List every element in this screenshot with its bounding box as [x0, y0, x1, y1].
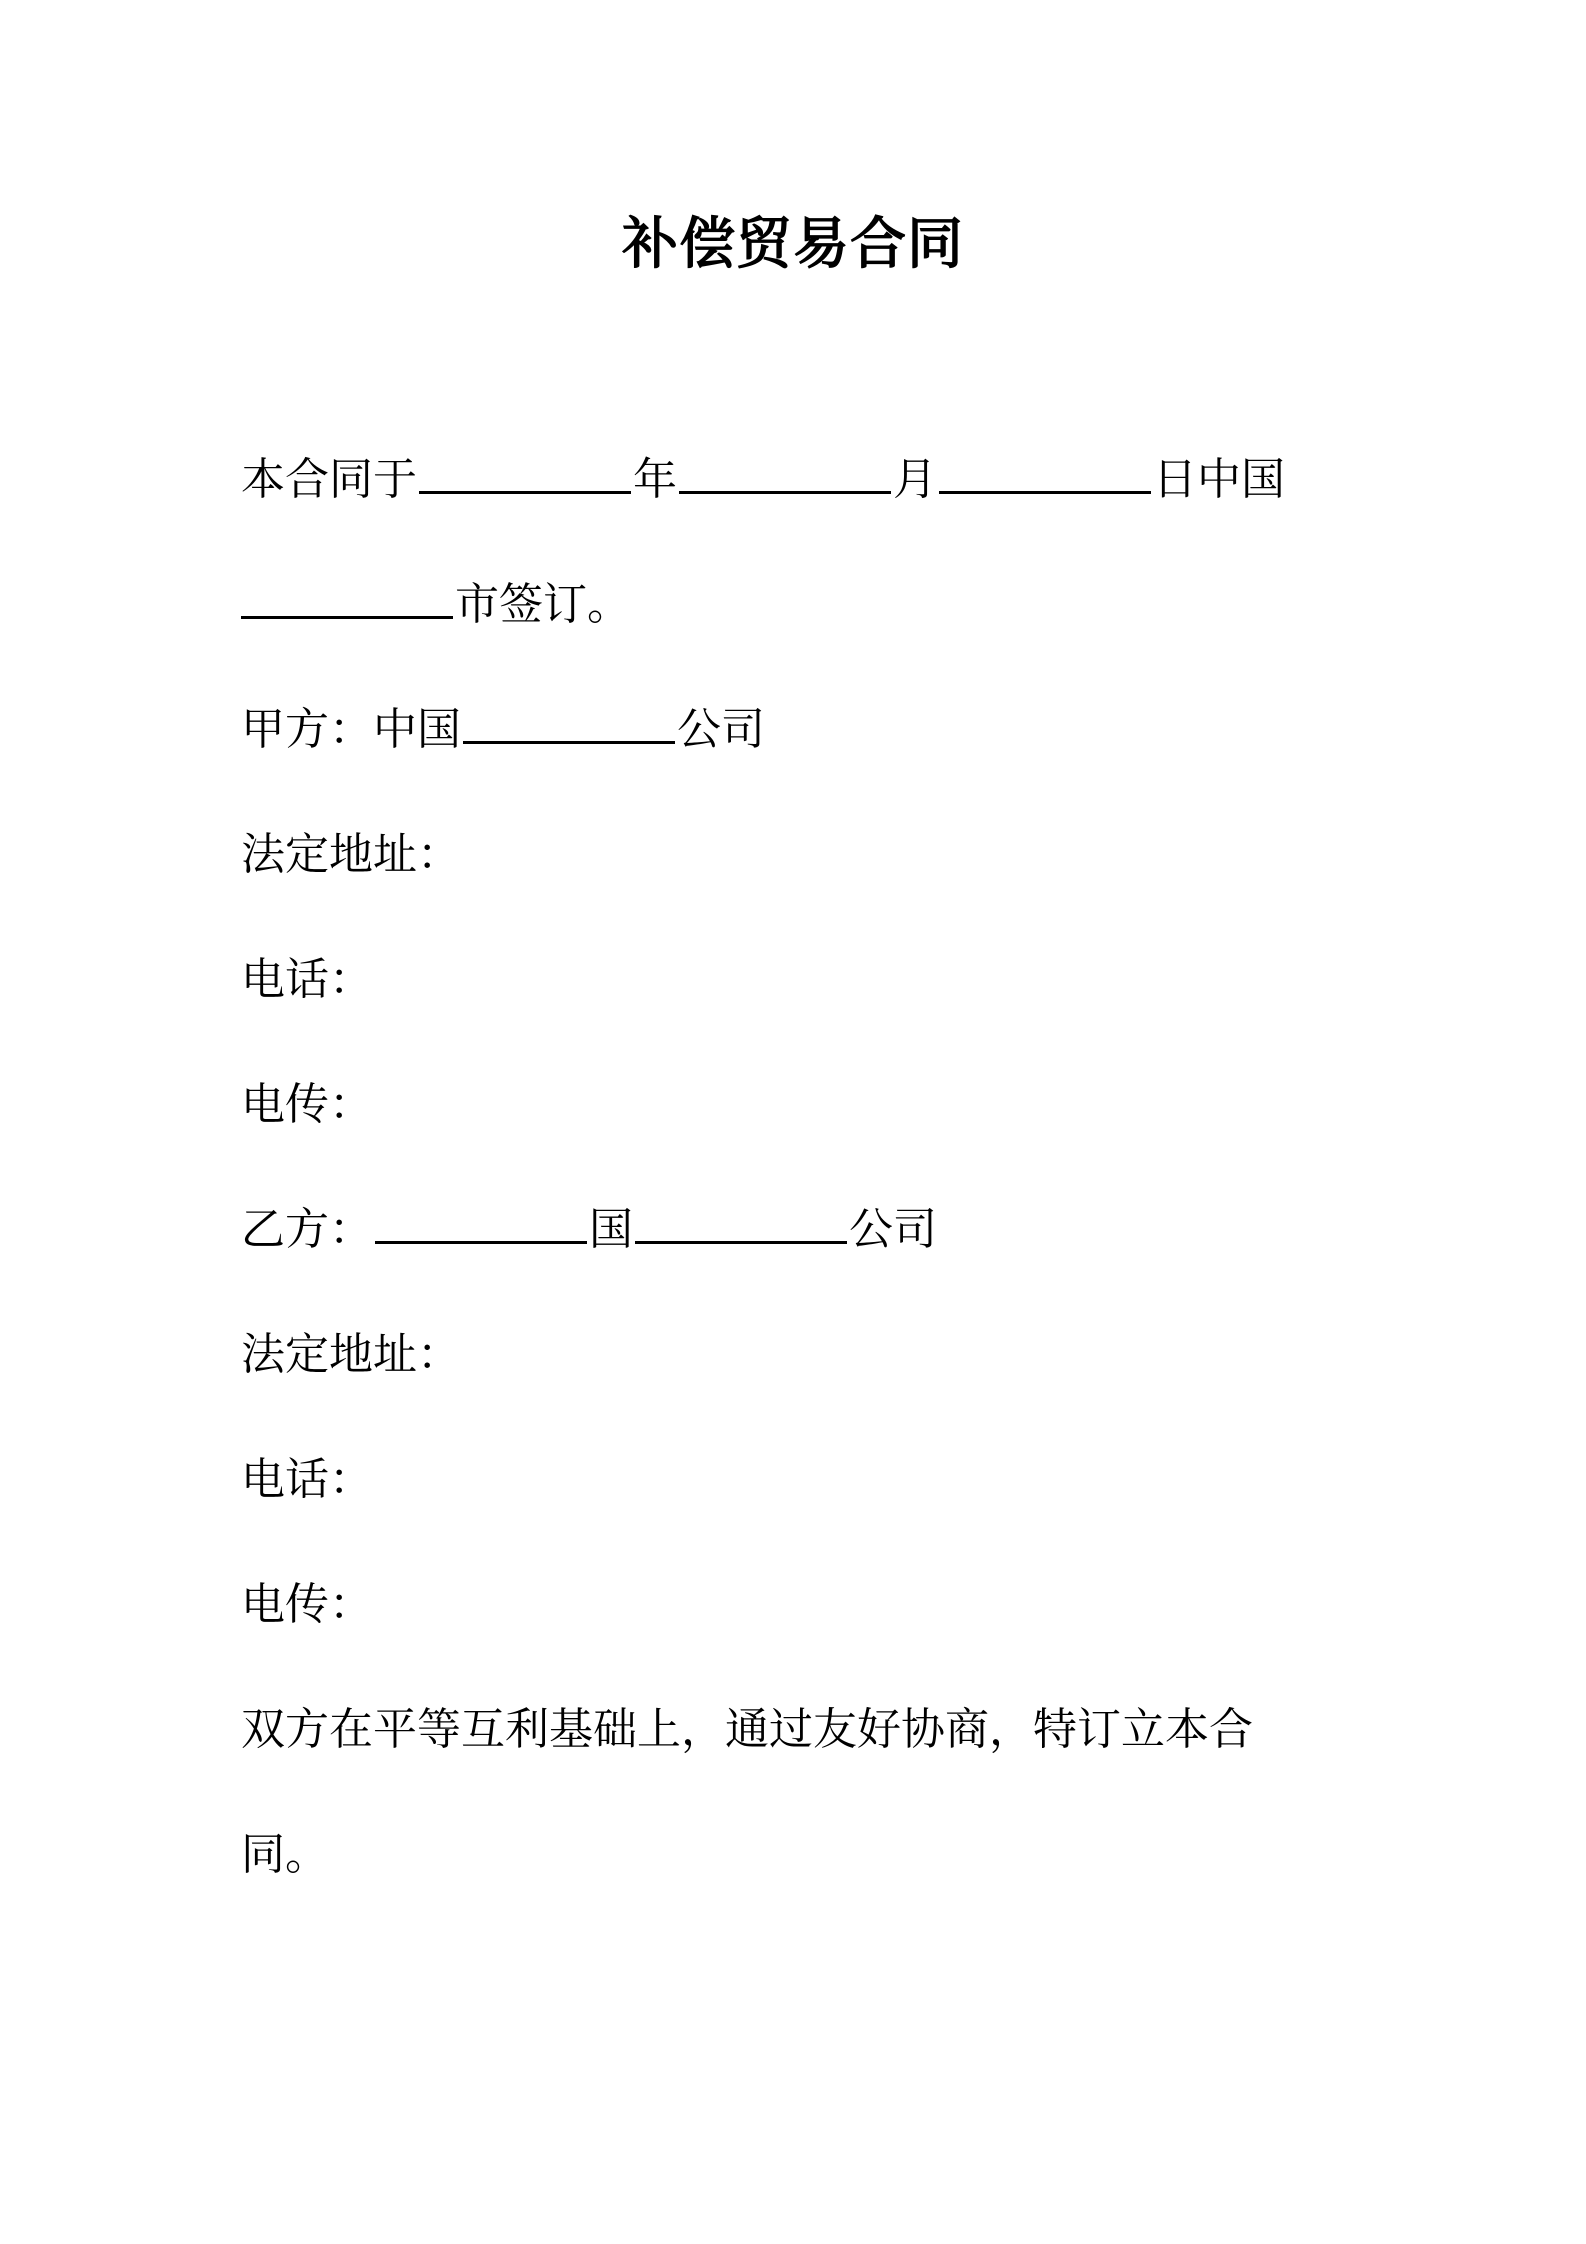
year-blank — [419, 487, 631, 494]
party-b-fax — [241, 1542, 1361, 1667]
party-b-label: 乙方： — [241, 1204, 373, 1255]
closing-text-2: 同。 — [241, 1829, 329, 1880]
document-title: 补偿贸易合同 — [622, 212, 964, 277]
party-a-address — [241, 792, 1361, 917]
party-b-fax-label: 电传： — [241, 1579, 373, 1630]
intro-text: 本合同于 — [241, 454, 417, 505]
year-label: 年 — [633, 454, 677, 505]
party-a-label: 甲方：中国 — [241, 704, 461, 755]
party-a-fax — [241, 1042, 1361, 1167]
intro-line-1 — [241, 417, 1361, 542]
party-b-country-blank — [375, 1237, 587, 1244]
party-a-fax-label: 电传： — [241, 1079, 373, 1130]
party-a-company-suffix: 公司 — [677, 704, 765, 755]
day-blank — [939, 487, 1151, 494]
party-b-phone-label: 电话： — [241, 1454, 373, 1505]
closing-text-1: 双方在平等互利基础上，通过友好协商，特订立本合 — [241, 1704, 1253, 1755]
city-blank — [241, 612, 453, 619]
party-b-phone — [241, 1417, 1361, 1542]
month-blank — [679, 487, 891, 494]
closing-line-2 — [241, 1792, 1361, 1917]
document-body — [241, 417, 1361, 1917]
party-a-address-label: 法定地址： — [241, 829, 461, 880]
day-location-label: 日中国 — [1153, 454, 1285, 505]
closing-line-1 — [241, 1667, 1361, 1792]
month-label: 月 — [893, 454, 937, 505]
party-b-company-blank — [635, 1237, 847, 1244]
intro-line-2 — [241, 542, 1361, 667]
party-b-country-label: 国 — [589, 1204, 633, 1255]
party-a-line — [241, 667, 1361, 792]
city-signed-label: 市签订。 — [455, 579, 631, 630]
party-b-address-label: 法定地址： — [241, 1329, 461, 1380]
party-a-phone — [241, 917, 1361, 1042]
party-b-company-suffix: 公司 — [849, 1204, 937, 1255]
party-b-line — [241, 1167, 1361, 1292]
party-a-company-blank — [463, 737, 675, 744]
party-b-address — [241, 1292, 1361, 1417]
party-a-phone-label: 电话： — [241, 954, 373, 1005]
